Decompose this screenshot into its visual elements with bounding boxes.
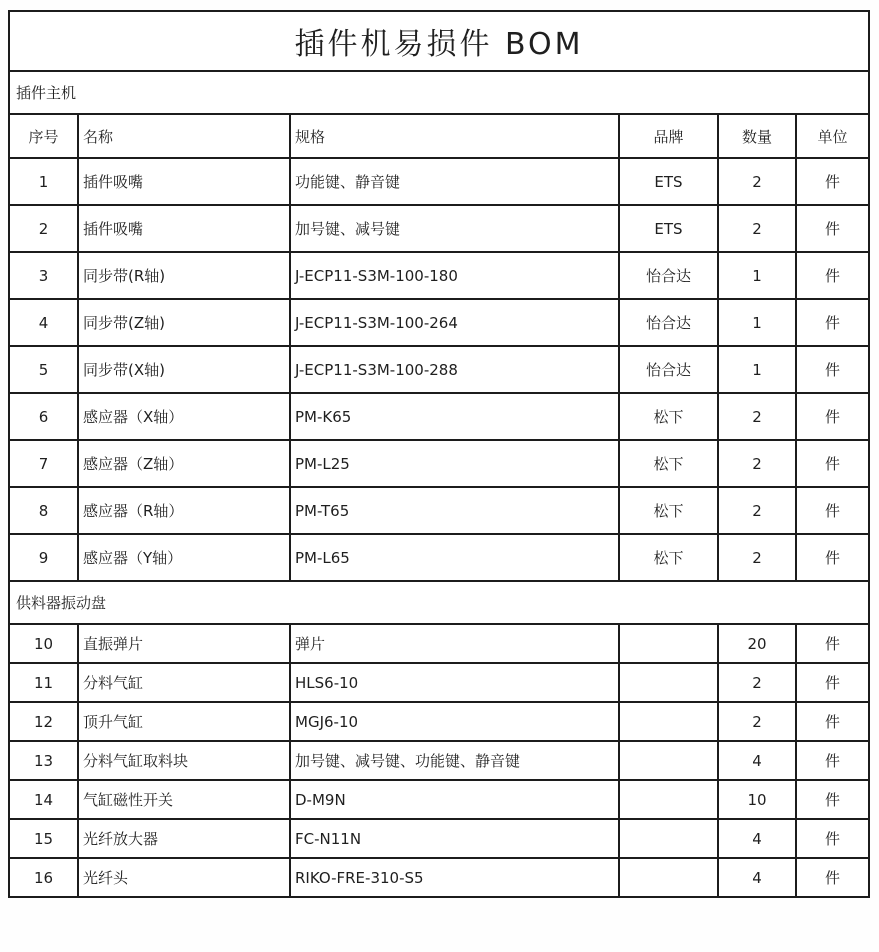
cell-name: 分料气缸 — [78, 663, 290, 702]
cell-index: 15 — [9, 819, 78, 858]
cell-unit: 件 — [796, 741, 869, 780]
cell-brand — [619, 819, 718, 858]
cell-spec: J-ECP11-S3M-100-288 — [290, 346, 619, 393]
cell-spec: HLS6-10 — [290, 663, 619, 702]
col-header-qty: 数量 — [718, 114, 796, 158]
cell-name: 感应器（Y轴） — [78, 534, 290, 581]
cell-spec: PM-T65 — [290, 487, 619, 534]
cell-spec: 加号键、减号键、功能键、静音键 — [290, 741, 619, 780]
cell-unit: 件 — [796, 158, 869, 205]
title-row — [9, 11, 869, 71]
cell-name: 分料气缸取料块 — [78, 741, 290, 780]
cell-index: 13 — [9, 741, 78, 780]
cell-index: 8 — [9, 487, 78, 534]
cell-brand: 松下 — [619, 534, 718, 581]
cell-index: 2 — [9, 205, 78, 252]
cell-qty: 4 — [718, 819, 796, 858]
cell-qty: 20 — [718, 624, 796, 663]
cell-spec: MGJ6-10 — [290, 702, 619, 741]
cell-name: 同步带(Z轴) — [78, 299, 290, 346]
cell-qty: 2 — [718, 393, 796, 440]
cell-brand — [619, 741, 718, 780]
cell-qty: 2 — [718, 702, 796, 741]
cell-qty: 1 — [718, 299, 796, 346]
cell-unit: 件 — [796, 487, 869, 534]
cell-qty: 4 — [718, 858, 796, 897]
table-row — [9, 663, 869, 702]
table-row — [9, 741, 869, 780]
cell-spec: J-ECP11-S3M-100-264 — [290, 299, 619, 346]
section-label-feeder: 供料器振动盘 — [9, 581, 869, 624]
cell-qty: 1 — [718, 252, 796, 299]
col-header-brand: 品牌 — [619, 114, 718, 158]
col-header-unit: 单位 — [796, 114, 869, 158]
section-label-main: 插件主机 — [9, 71, 869, 114]
cell-brand: ETS — [619, 205, 718, 252]
cell-unit: 件 — [796, 663, 869, 702]
table-row — [9, 205, 869, 252]
table-row — [9, 487, 869, 534]
table-row — [9, 299, 869, 346]
cell-brand — [619, 663, 718, 702]
cell-qty: 2 — [718, 205, 796, 252]
bom-table — [8, 10, 870, 898]
cell-brand — [619, 780, 718, 819]
table-row — [9, 440, 869, 487]
cell-spec: FC-N11N — [290, 819, 619, 858]
table-row — [9, 780, 869, 819]
section-header-main — [9, 71, 869, 114]
cell-name: 气缸磁性开关 — [78, 780, 290, 819]
cell-name: 感应器（R轴） — [78, 487, 290, 534]
cell-qty: 2 — [718, 440, 796, 487]
cell-qty: 1 — [718, 346, 796, 393]
table-row — [9, 158, 869, 205]
cell-index: 12 — [9, 702, 78, 741]
cell-unit: 件 — [796, 702, 869, 741]
cell-unit: 件 — [796, 205, 869, 252]
cell-qty: 2 — [718, 663, 796, 702]
cell-unit: 件 — [796, 819, 869, 858]
cell-spec: PM-L25 — [290, 440, 619, 487]
cell-spec: 弹片 — [290, 624, 619, 663]
cell-spec: PM-K65 — [290, 393, 619, 440]
cell-qty: 10 — [718, 780, 796, 819]
cell-unit: 件 — [796, 393, 869, 440]
table-row — [9, 393, 869, 440]
table-row — [9, 534, 869, 581]
cell-unit: 件 — [796, 346, 869, 393]
cell-unit: 件 — [796, 440, 869, 487]
cell-brand — [619, 858, 718, 897]
cell-unit: 件 — [796, 624, 869, 663]
cell-brand: 松下 — [619, 393, 718, 440]
table-row — [9, 624, 869, 663]
cell-unit: 件 — [796, 858, 869, 897]
section-feeder-rows — [9, 624, 869, 897]
cell-index: 10 — [9, 624, 78, 663]
col-header-spec: 规格 — [290, 114, 619, 158]
cell-index: 4 — [9, 299, 78, 346]
cell-qty: 2 — [718, 158, 796, 205]
cell-name: 同步带(R轴) — [78, 252, 290, 299]
col-header-index: 序号 — [9, 114, 78, 158]
column-header-row — [9, 114, 869, 158]
cell-brand — [619, 624, 718, 663]
cell-index: 14 — [9, 780, 78, 819]
cell-name: 同步带(X轴) — [78, 346, 290, 393]
cell-unit: 件 — [796, 299, 869, 346]
cell-spec: 加号键、减号键 — [290, 205, 619, 252]
cell-name: 感应器（X轴） — [78, 393, 290, 440]
cell-name: 光纤头 — [78, 858, 290, 897]
cell-brand: 松下 — [619, 440, 718, 487]
table-row — [9, 702, 869, 741]
cell-index: 11 — [9, 663, 78, 702]
table-row — [9, 346, 869, 393]
cell-index: 5 — [9, 346, 78, 393]
cell-qty: 2 — [718, 487, 796, 534]
cell-index: 9 — [9, 534, 78, 581]
cell-brand: ETS — [619, 158, 718, 205]
cell-name: 直振弹片 — [78, 624, 290, 663]
cell-spec: D-M9N — [290, 780, 619, 819]
cell-spec: 功能键、静音键 — [290, 158, 619, 205]
cell-index: 7 — [9, 440, 78, 487]
cell-spec: RIKO-FRE-310-S5 — [290, 858, 619, 897]
cell-brand: 怡合达 — [619, 299, 718, 346]
table-row — [9, 252, 869, 299]
cell-name: 顶升气缸 — [78, 702, 290, 741]
cell-spec: J-ECP11-S3M-100-180 — [290, 252, 619, 299]
cell-name: 感应器（Z轴） — [78, 440, 290, 487]
table-row — [9, 858, 869, 897]
cell-brand: 怡合达 — [619, 346, 718, 393]
col-header-name: 名称 — [78, 114, 290, 158]
cell-qty: 2 — [718, 534, 796, 581]
cell-index: 16 — [9, 858, 78, 897]
cell-unit: 件 — [796, 780, 869, 819]
cell-brand: 怡合达 — [619, 252, 718, 299]
cell-qty: 4 — [718, 741, 796, 780]
cell-unit: 件 — [796, 534, 869, 581]
cell-index: 3 — [9, 252, 78, 299]
cell-index: 6 — [9, 393, 78, 440]
section-header-feeder — [9, 581, 869, 624]
section-main-rows — [9, 158, 869, 581]
cell-brand: 松下 — [619, 487, 718, 534]
cell-name: 光纤放大器 — [78, 819, 290, 858]
cell-index: 1 — [9, 158, 78, 205]
table-row — [9, 819, 869, 858]
cell-brand — [619, 702, 718, 741]
cell-name: 插件吸嘴 — [78, 205, 290, 252]
page-title: 插件机易损件 BOM — [9, 11, 869, 71]
cell-name: 插件吸嘴 — [78, 158, 290, 205]
cell-spec: PM-L65 — [290, 534, 619, 581]
cell-unit: 件 — [796, 252, 869, 299]
